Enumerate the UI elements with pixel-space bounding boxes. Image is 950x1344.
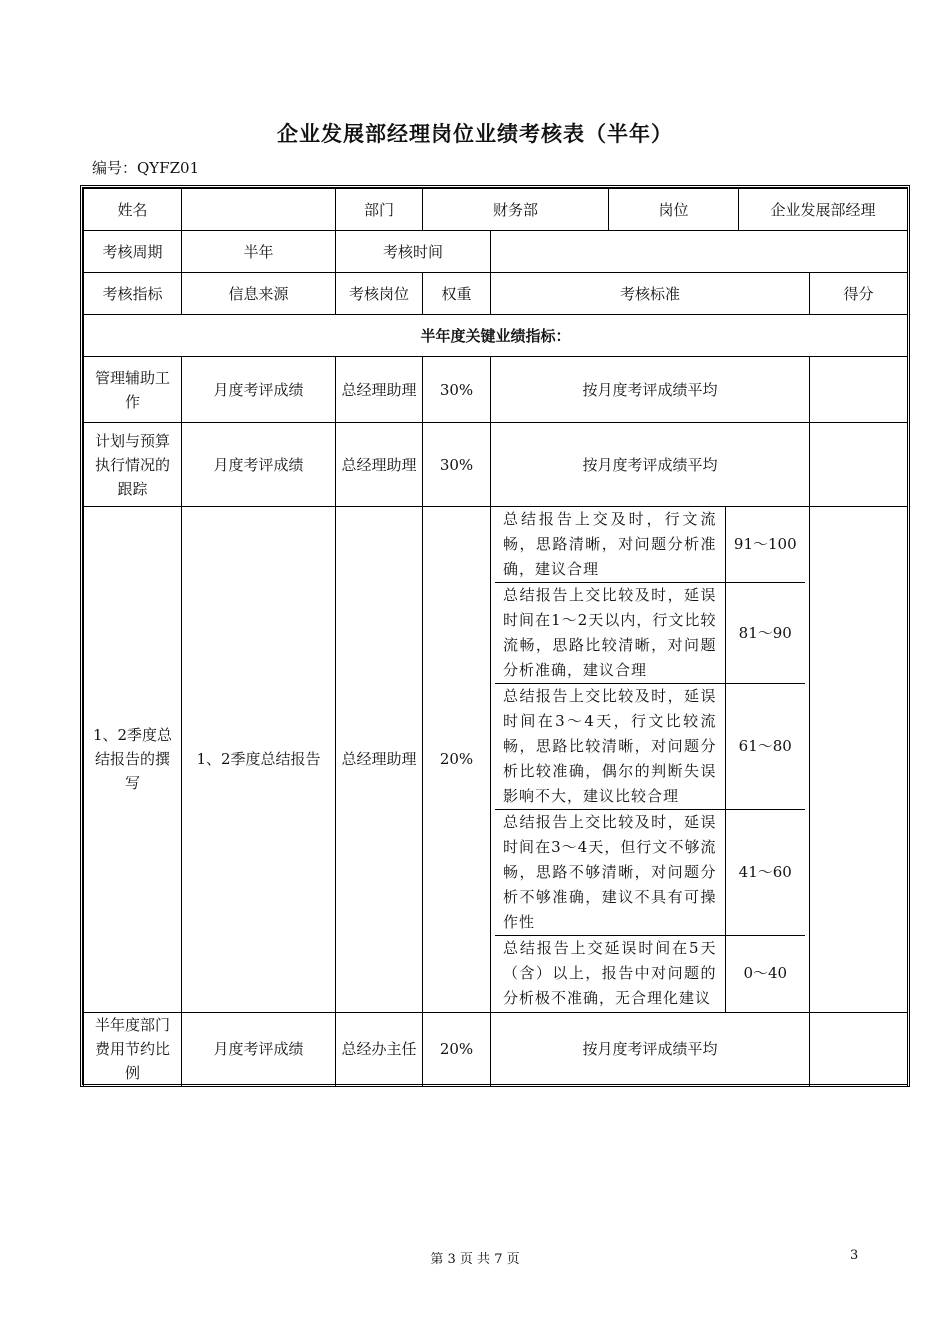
table-row xyxy=(84,423,908,507)
rubric-row xyxy=(495,507,805,583)
rubric-range: 81～90 xyxy=(725,583,805,684)
scoring-rubric xyxy=(491,507,810,1013)
standard-cell: 按月度考评成绩平均 xyxy=(491,423,810,507)
rubric-range: 91～100 xyxy=(725,507,805,583)
col-weight: 权重 xyxy=(423,273,491,315)
score-cell[interactable] xyxy=(810,1012,908,1086)
header-row-2 xyxy=(84,231,908,273)
time-value[interactable] xyxy=(491,231,908,273)
weight-cell: 30% xyxy=(423,357,491,423)
table-row xyxy=(84,507,908,1013)
post-cell: 总经理助理 xyxy=(336,423,423,507)
period-value: 半年 xyxy=(182,231,336,273)
rubric-criterion: 总结报告上交及时，行文流畅，思路清晰，对问题分析准确，建议合理 xyxy=(495,507,725,583)
position-value: 企业发展部经理 xyxy=(739,189,908,231)
rubric-row xyxy=(495,684,805,810)
page-number: 3 xyxy=(850,1248,859,1263)
rubric-row xyxy=(495,810,805,936)
score-cell[interactable] xyxy=(810,357,908,423)
col-indicator: 考核指标 xyxy=(84,273,182,315)
rubric-criterion: 总结报告上交比较及时，延误时间在1～2天以内，行文比较流畅，思路比较清晰，对问题分析准确，建议合理 xyxy=(495,583,725,684)
document-code: 编号：QYFZ01 xyxy=(92,159,200,177)
indicator-cell: 半年度部门费用节约比例 xyxy=(84,1012,182,1086)
source-cell: 月度考评成绩 xyxy=(182,1012,336,1086)
position-label: 岗位 xyxy=(609,189,739,231)
source-cell: 月度考评成绩 xyxy=(182,357,336,423)
section-title: 半年度关键业绩指标： xyxy=(84,315,908,357)
page-footer-text: 第 3 页 共 7 页 xyxy=(430,1252,520,1267)
standard-cell: 按月度考评成绩平均 xyxy=(491,1012,810,1086)
dept-label: 部门 xyxy=(336,189,423,231)
score-cell[interactable] xyxy=(810,423,908,507)
col-source: 信息来源 xyxy=(182,273,336,315)
section-row xyxy=(84,315,908,357)
source-cell: 月度考评成绩 xyxy=(182,423,336,507)
post-cell: 总经理助理 xyxy=(336,357,423,423)
weight-cell: 20% xyxy=(423,1012,491,1086)
rubric-range: 0～40 xyxy=(725,936,805,1012)
appraisal-table xyxy=(80,185,910,1087)
rubric-criterion: 总结报告上交比较及时，延误时间在3～4天，但行文不够流畅，思路不够清晰，对问题分析不够准确，建议不具有可操作性 xyxy=(495,810,725,936)
rubric-range: 41～60 xyxy=(725,810,805,936)
period-label: 考核周期 xyxy=(84,231,182,273)
time-label: 考核时间 xyxy=(336,231,491,273)
column-header-row xyxy=(84,273,908,315)
weight-cell: 30% xyxy=(423,423,491,507)
rubric-criterion: 总结报告上交延误时间在5天（含）以上，报告中对问题的分析极不准确，无合理化建议 xyxy=(495,936,725,1012)
col-standard: 考核标准 xyxy=(491,273,810,315)
table-row xyxy=(84,1012,908,1086)
document-title: 企业发展部经理岗位业绩考核表（半年） xyxy=(277,122,673,146)
post-cell: 总经办主任 xyxy=(336,1012,423,1086)
col-score: 得分 xyxy=(810,273,908,315)
weight-cell: 20% xyxy=(423,507,491,1013)
post-cell: 总经理助理 xyxy=(336,507,423,1013)
rubric-criterion: 总结报告上交比较及时，延误时间在3～4天，行文比较流畅，思路比较清晰，对问题分析比较准确，偶尔的判断失误影响不大，建议比较合理 xyxy=(495,684,725,810)
indicator-cell: 1、2季度总结报告的撰写 xyxy=(84,507,182,1013)
dept-value: 财务部 xyxy=(423,189,609,231)
standard-cell: 按月度考评成绩平均 xyxy=(491,357,810,423)
name-label: 姓名 xyxy=(84,189,182,231)
table-row xyxy=(84,357,908,423)
indicator-cell: 计划与预算执行情况的跟踪 xyxy=(84,423,182,507)
score-cell[interactable] xyxy=(810,507,908,1013)
rubric-range: 61～80 xyxy=(725,684,805,810)
source-cell: 1、2季度总结报告 xyxy=(182,507,336,1013)
indicator-cell: 管理辅助工作 xyxy=(84,357,182,423)
header-row-1 xyxy=(84,189,908,231)
col-post: 考核岗位 xyxy=(336,273,423,315)
rubric-row xyxy=(495,936,805,1012)
name-value[interactable] xyxy=(182,189,336,231)
rubric-row xyxy=(495,583,805,684)
